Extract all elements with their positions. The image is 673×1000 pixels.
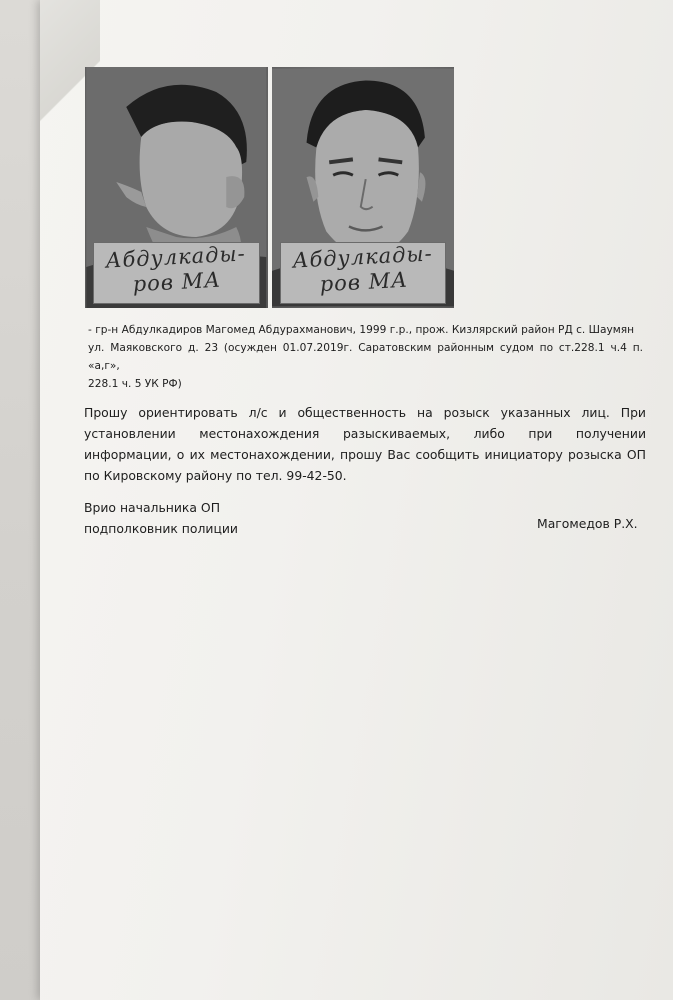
appeal-line: информации, о их местонахождении, прошу Вас сообщить инициатору розыска ОП	[84, 447, 646, 462]
caption-line: 228.1 ч. 5 УК РФ)	[88, 378, 182, 390]
mugshot-photos	[85, 67, 454, 308]
plate-text: Абдулкады- ров МА	[104, 241, 247, 297]
appeal-line: Прошу ориентировать л/с и общественность на розыск указанных лиц. При	[84, 405, 646, 420]
caption-line: ул. Маяковского д. 23 (осужден 01.07.2019г. Саратовским районным судом по ст.228.1 ч.4 п. «а,г»,	[88, 342, 643, 372]
rank-line: подполковник полиции	[84, 521, 238, 536]
name-plate	[280, 242, 447, 304]
mugshot-profile-photo	[85, 67, 268, 308]
position-line: Врио начальника ОП	[84, 500, 221, 515]
appeal-line: установлении местонахождения разыскиваемых, либо при получении	[84, 426, 646, 441]
appeal-line: по Кировскому району по тел. 99-42-50.	[84, 468, 347, 483]
name-plate	[93, 242, 260, 304]
mugshot-front-photo	[272, 67, 455, 308]
person-description	[88, 321, 643, 393]
search-appeal	[84, 402, 646, 486]
signatory-name: Магомедов Р.Х.	[537, 516, 638, 531]
caption-line: - гр-н Абдулкадиров Магомед Абдурахманович, 1999 г.р., прож. Кизлярский район РД с. Шаумян	[88, 324, 635, 336]
plate-text: Абдулкады- ров МА	[291, 241, 433, 297]
signatory-position	[84, 497, 238, 539]
